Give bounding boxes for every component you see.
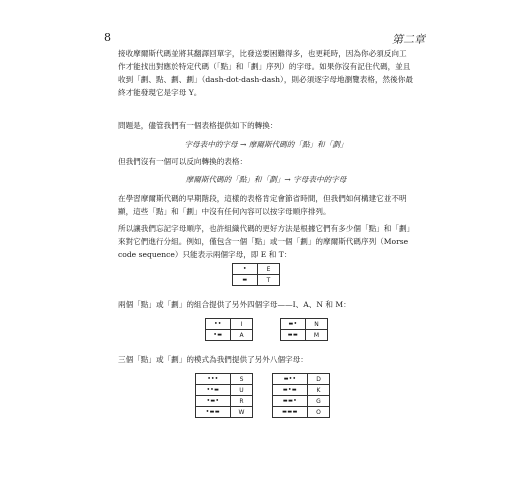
letter: T (258, 275, 280, 286)
morse-code: •▬ (206, 330, 231, 341)
table-row (196, 407, 253, 418)
letter: S (231, 374, 253, 385)
table-row (196, 396, 253, 407)
morse-code: ▬ (233, 275, 258, 286)
morse-code: •• (206, 319, 231, 330)
letter: M (306, 330, 328, 341)
table-three-symbols-left (195, 373, 253, 418)
letter: I (231, 319, 253, 330)
morse-code: ▬•• (273, 374, 308, 385)
paragraph-no-reverse: 但我們沒有一個可以反向轉換的表格： (118, 157, 248, 166)
table-row (281, 319, 328, 330)
paragraph-two-symbols: 兩個「點」或「劃」的組合提供了另外四個字母——I、A、N 和 M： (118, 300, 351, 309)
table-two-symbols-left (205, 318, 253, 341)
paragraph-intro: 接收摩爾斯代碼並將其翻譯回單字，比發送要困難得多，也更耗時，因為你必須反向工作才能找出對應於特定代碼（「點」和「劃」序列）的字母。如果你沒有記住代碼，並且收到「劃、點、劃、劃」（dash-dot-dash-dash），則必須逐字母地瀏覽表格，然後你最終才能發現它是字母 Y。 (118, 49, 413, 97)
letter: D (308, 374, 330, 385)
table-three-symbols-right (272, 373, 330, 418)
table-row (233, 264, 280, 275)
morse-code: ••▬ (196, 385, 231, 396)
table-row (273, 396, 330, 407)
letter: U (231, 385, 253, 396)
chapter-title: 第二章 (392, 33, 425, 46)
table-row (233, 275, 280, 286)
paragraph-problem: 問題是，儘管我們有一個表格提供如下的轉換： (118, 121, 278, 130)
paragraph-three-symbols: 三個「點」或「劃」的模式為我們提供了另外八個字母： (118, 355, 308, 364)
letter: O (308, 407, 330, 418)
table-one-symbol (232, 263, 280, 286)
letter: A (231, 330, 253, 341)
table-row (281, 330, 328, 341)
letter: E (258, 264, 280, 275)
morse-code: •▬▬ (196, 407, 231, 418)
table-row (206, 330, 253, 341)
morse-code: •▬• (196, 396, 231, 407)
conversion-reverse: 摩爾斯代碼的「點」和「劃」→ 字母表中的字母 (185, 175, 347, 184)
morse-code: ▬▬ (281, 330, 306, 341)
letter: N (306, 319, 328, 330)
morse-code: ▬▬• (273, 396, 308, 407)
table-row (273, 407, 330, 418)
morse-code: ▬▬▬ (273, 407, 308, 418)
letter: K (308, 385, 330, 396)
table-two-symbols-right (280, 318, 328, 341)
paragraph-grouping: 所以讓我們忘記字母順序，也許組織代碼的更好方法是根據它們有多少個「點」和「劃」來對它們進行分組。例如，僅包含一個「點」或一個「劃」的摩爾斯代碼序列（Morse code sequence）只能表示兩個字母，即 E 和 T： (118, 224, 411, 259)
paragraph-early-learning: 在學習摩爾斯代碼的早期階段，這樣的表格肯定會節省時間，但我們如何構建它並不明顯，這些「點」和「劃」中沒有任何內容可以按字母順序排列。 (118, 194, 407, 216)
morse-code: ▬•▬ (273, 385, 308, 396)
page-number: 8 (104, 31, 111, 44)
table-row (273, 385, 330, 396)
letter: R (231, 396, 253, 407)
table-row (196, 374, 253, 385)
table-row (206, 319, 253, 330)
table-row (196, 385, 253, 396)
morse-code: • (233, 264, 258, 275)
morse-code: ▬• (281, 319, 306, 330)
table-row (273, 374, 330, 385)
letter: W (231, 407, 253, 418)
morse-code: ••• (196, 374, 231, 385)
letter: G (308, 396, 330, 407)
conversion-forward: 字母表中的字母 → 摩爾斯代碼的「點」和「劃」 (184, 140, 348, 149)
